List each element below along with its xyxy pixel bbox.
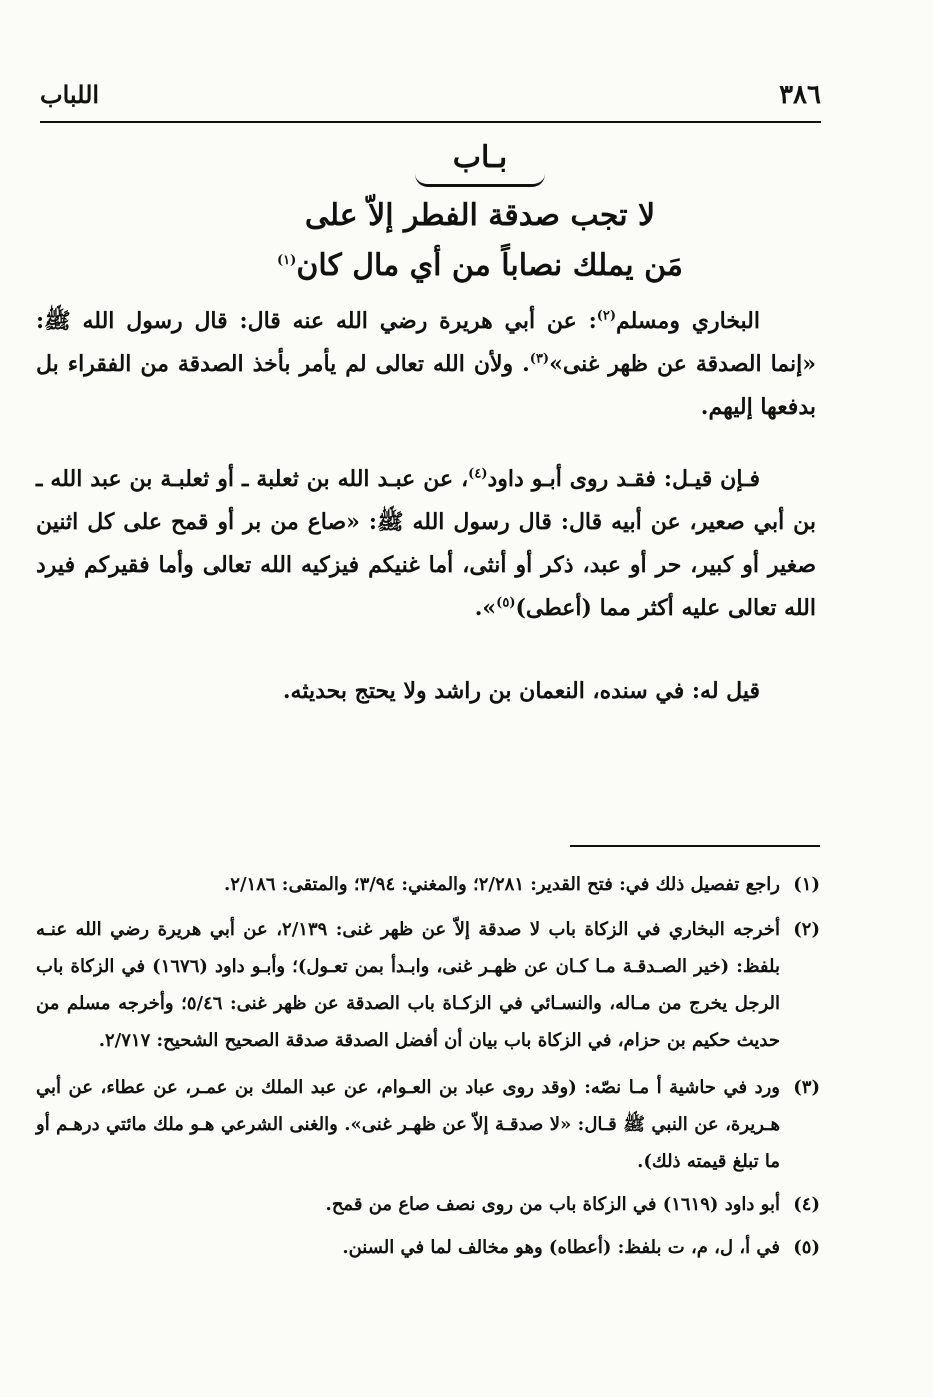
paragraph-2-text-c: ».	[474, 595, 497, 621]
footnote-number: (٣)	[793, 1077, 820, 1098]
chapter-title	[100, 191, 860, 291]
footnotes	[36, 866, 820, 1272]
footnote-ref-5: (٥)	[496, 595, 516, 611]
header-rule	[40, 121, 821, 123]
paragraph-1-text-c: . ولأن الله تعالى لم يأمر بأخذ الصدقة من الفقراء بل بدفعها إليهم.	[36, 351, 816, 420]
footnote-text: أخرجه البخاري في الزكاة باب لا صدقة إلاّ عن ظهر غنى: ٢/١٣٩، عن أبي هريرة رضي الله عنـه بلفظ: (خير الصـدقـة مـا كـان عن ظهـر غنى، وابـدأ بمن تعـول)؛ وأبـو داود (١٦٧٦) في الزكاة باب الرجل يخرج من مـاله، والنسـائي في الزكـاة باب الصدقة عن ظهر غنى: ٥/٤٦؛ وأخرجه مسلم من حديث حكيم بن حزام، في الزكاة باب بيان أن أفضل الصدقة صدقة الصحيح الشحيح: ٢/٧١٧.	[36, 919, 780, 1051]
footnote-number: (٥)	[793, 1237, 820, 1258]
footnote-5	[36, 1229, 820, 1266]
paragraph-3-text: قيل له: في سنده، النعمان بن راشد ولا يحتج بحديثه.	[282, 678, 760, 704]
footnote-ref-4: (٤)	[468, 466, 488, 482]
footnote-rule	[570, 845, 820, 847]
page-number: ٣٨٦	[779, 80, 821, 110]
footnote-ref-3: (٣)	[529, 351, 550, 367]
footnote-text: أبو داود (١٦١٩) في الزكاة باب من روى نصف صاع من قمح.	[325, 1194, 780, 1215]
footnote-text: راجع تفصيل ذلك في: فتح القدير: ٢/٢٨١؛ والمغني: ٣/٩٤؛ والمتقى: ٢/١٨٦.	[224, 874, 780, 895]
book-title: اللباب	[40, 80, 100, 109]
footnote-ref-2: (٢)	[596, 308, 616, 324]
paragraph-2-text-b: ، عن عبـد الله بن ثعلبة ـ أو ثعلبـة بن عبد الله ـ بن أبي صعير، عن أبيه قال: قال رسول الله ﷺ: «صاع من بر أو قمح على كل اثنين صغير أو كبير، حر أو عبد، ذكر أو أنثى، أما غنيكم فيزكيه الله تعالى وأما فقيركم فيرد الله تعالى عليه أكثر مما (أعطى)	[36, 466, 816, 621]
footnote-text: ورد في حاشية أ مـا نصّه: (وقد روى عباد بن العـوام، عن عبد الملك بن عمـر، عن عطاء، عن أبي هـريرة، عن النبي ﷺ قـال: «لا صدقـة إلاّ عن ظهـر غنى». والغنى الشرعي هـو ملك مائتي درهـم أو ما تبلغ قيمته ذلك).	[36, 1077, 780, 1172]
footnote-number: (٢)	[793, 919, 820, 940]
footnote-2	[36, 911, 820, 1059]
paragraph-2	[36, 458, 816, 630]
footnote-text: في أ، ل، م، ت بلفظ: (أعطاه) وهو مخالف لما في السنن.	[342, 1237, 780, 1258]
chapter-title-line1: لا تجب صدقة الفطر إلاّ على	[304, 198, 656, 233]
running-head	[40, 80, 821, 120]
paragraph-3	[36, 670, 816, 713]
paragraph-2-text-a: فـإن قيـل: فقـد روى أبـو داود	[487, 466, 760, 492]
chapter-heading	[100, 138, 860, 291]
paragraph-1-text-b: : عن أبي هريرة رضي الله عنه قال: قال رسول الله ﷺ: «إنما الصدقة عن ظهر غنى»	[36, 308, 816, 377]
paragraph-1	[36, 300, 816, 429]
chapter-label: بـاب	[452, 140, 508, 175]
footnote-1	[36, 866, 820, 903]
footnote-number: (٤)	[793, 1194, 820, 1215]
footnote-ref-1: (١)	[277, 253, 297, 268]
footnote-4	[36, 1186, 820, 1223]
footnote-3	[36, 1069, 820, 1180]
paragraph-1-text-a: البخاري ومسلم	[616, 308, 760, 334]
chapter-title-line2: مَن يملك نصاباً من أي مال كان	[296, 248, 683, 283]
footnote-number: (١)	[793, 874, 820, 895]
